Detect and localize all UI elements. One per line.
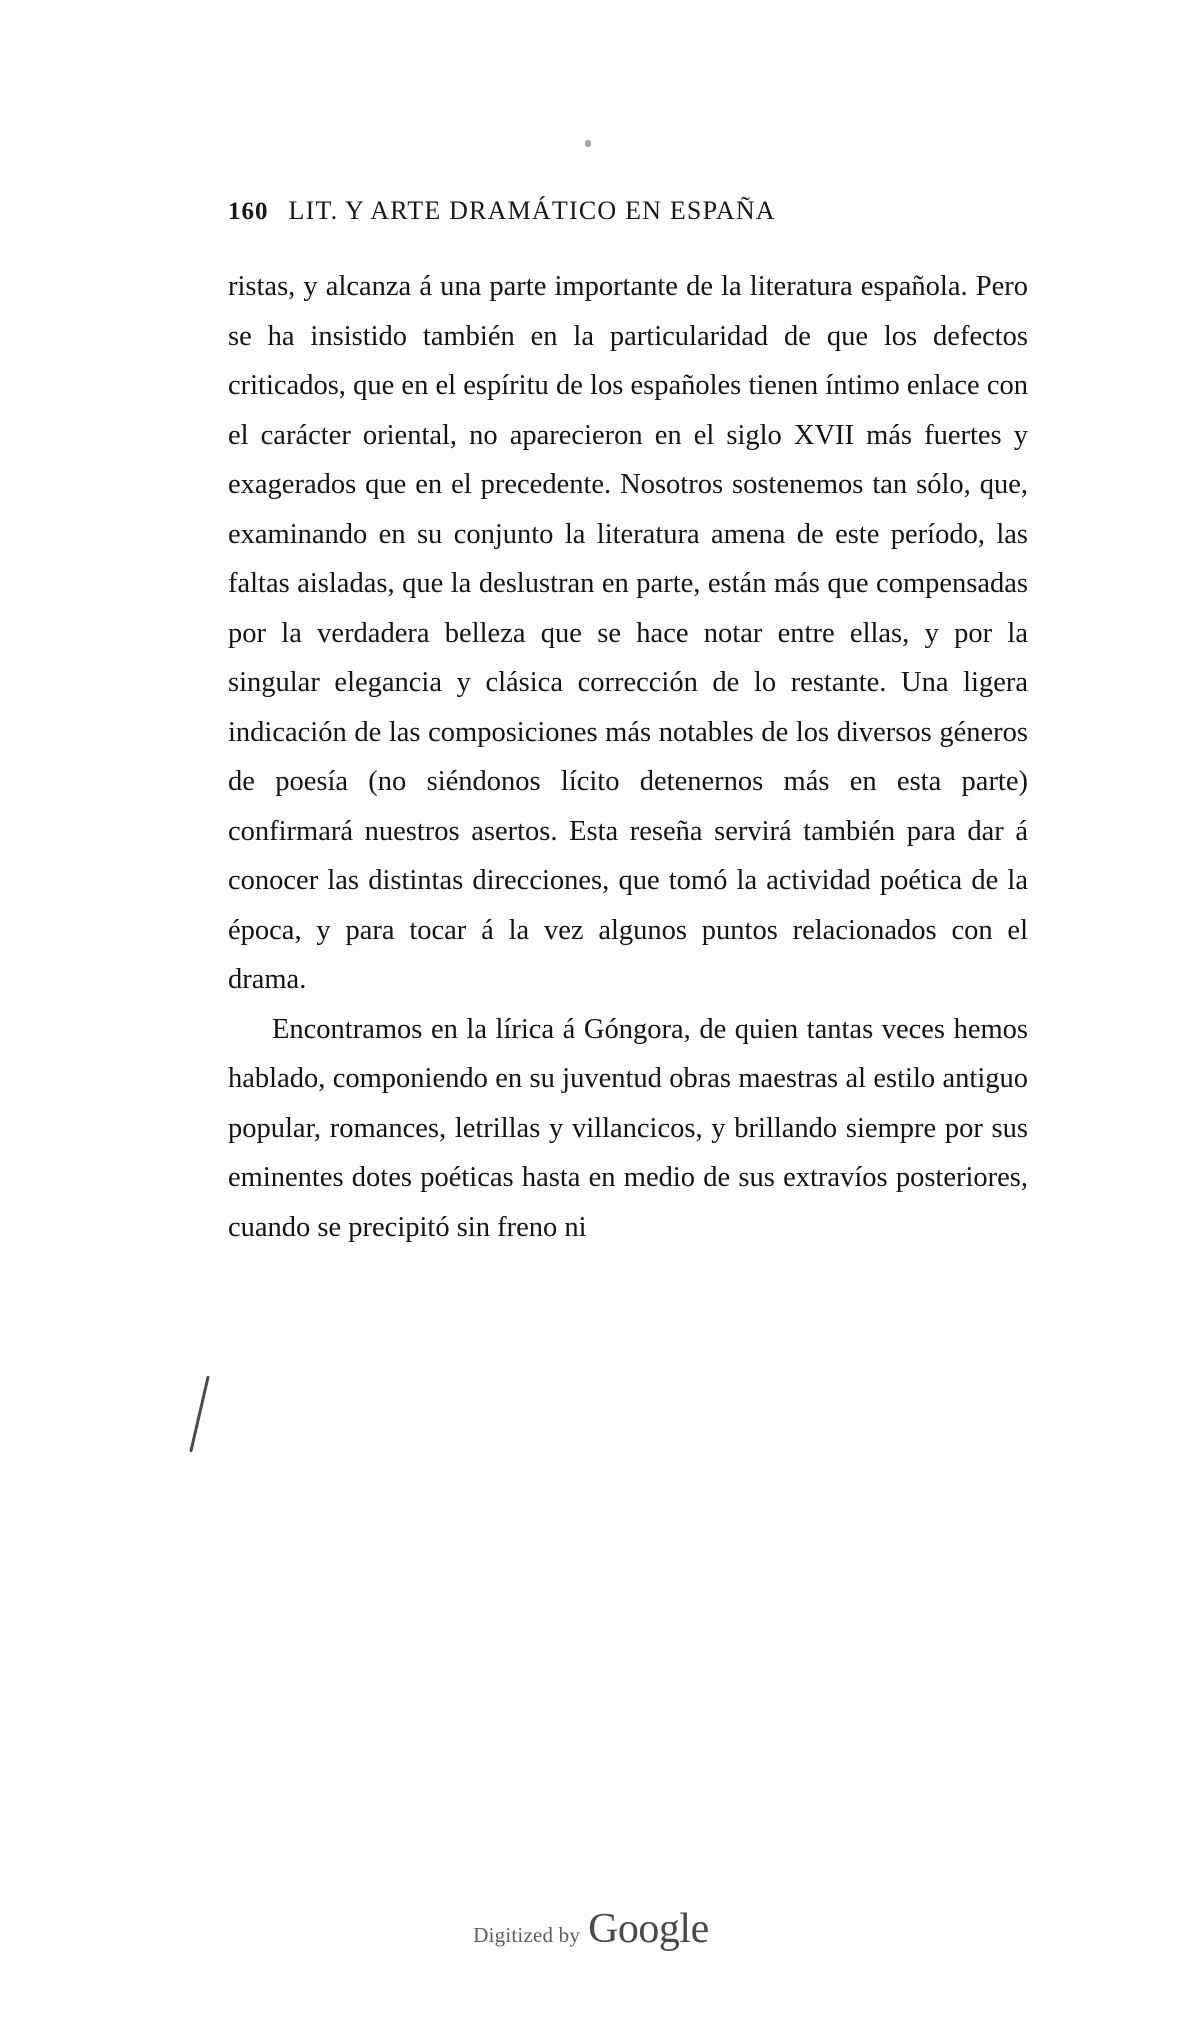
page-speck: [585, 140, 591, 147]
page-folio: 160: [228, 198, 269, 225]
margin-pencil-mark: [188, 1375, 210, 1453]
digitized-by-label: Digitized by: [473, 1923, 581, 1947]
page-content: [228, 196, 1028, 1252]
paragraph: ristas, y alcanza á una parte importante de la literatura española. Pero se ha insistido también en la particularidad de que los defectos criticados, que en el espíritu de los españoles tienen íntimo enlace con el carácter oriental, no aparecieron en el siglo XVII más fuertes y exagerados que en el precedente. Nosotros sostenemos tan sólo, que, examinando en su conjunto la literatura amena de este período, las faltas aisladas, que la deslustran en parte, están más que compensadas por la verdadera belleza que se hace notar entre ellas, y por la singular elegancia y clásica corrección de lo restante. Una ligera indicación de las composiciones más notables de los diversos géneros de poesía (no siéndonos lícito detenernos más en esta parte) confirmará nuestros asertos. Esta reseña servirá también para dar á conocer las distintas direcciones, que tomó la actividad poética de la época, y para tocar á la vez algunos puntos relacionados con el drama.: [228, 271, 1028, 995]
running-title: LIT. Y ARTE DRAMÁTICO EN ESPAÑA: [288, 196, 776, 225]
body-text: [228, 262, 1028, 1252]
page-footer: [0, 1905, 1182, 1953]
google-logo: Google: [588, 1906, 709, 1952]
paragraph: Encontramos en la lírica á Góngora, de quien tantas veces hemos hablado, componiendo en su juventud obras maestras al estilo antiguo popular, romances, letrillas y villancicos, y brillando siempre por sus eminentes dotes poéticas hasta en medio de sus extravíos posteriores, cuando se precipitó sin freno ni: [228, 1013, 1028, 1243]
running-head: [228, 196, 1028, 226]
